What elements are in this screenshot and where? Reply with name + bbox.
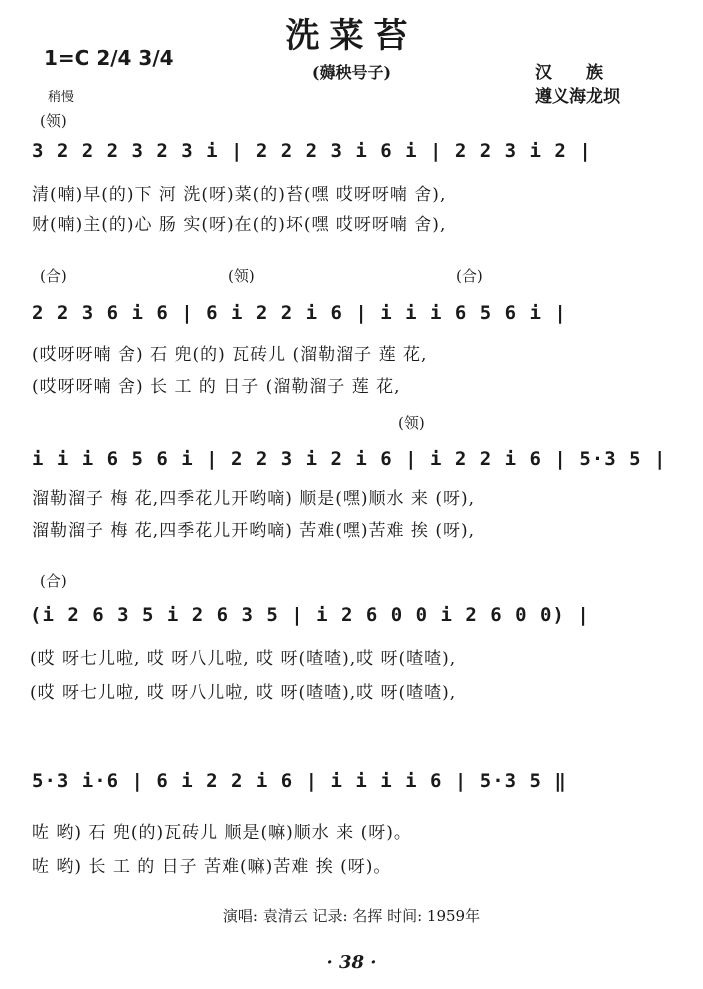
cue-chorus: (合) <box>40 572 67 590</box>
song-title: 洗菜苔 <box>285 16 418 56</box>
lyric-verse-1: 咗 哟) 石 兜(的)瓦砖儿 顺是(嘛)顺水 来 (呀)。 <box>32 823 412 843</box>
lyric-verse-2: (哎呀呀喃 舍) 长 工 的 日子 (溜勒溜子 莲 花, <box>32 377 401 397</box>
lyric-verse-2: 咗 哟) 长 工 的 日子 苦难(嘛)苦难 挨 (呀)。 <box>32 857 392 877</box>
ethnicity-label: 汉 族 <box>535 63 603 83</box>
tempo-marking: 稍慢 <box>48 90 75 105</box>
notation-line: (i 2 6 3 5 i 2 6 3 5 | i 2 6 0 0 i 2 6 0 0) | <box>30 604 590 626</box>
notation-line: 3 2 2 2 3 2 3 i | 2 2 2 3 i 6 i | 2 2 3 i 2 | <box>32 140 592 162</box>
lyric-verse-2: 溜勒溜子 梅 花,四季花儿开哟嘀) 苦难(嘿)苦难 挨 (呀), <box>32 521 475 541</box>
lyric-verse-2: 财(喃)主(的)心 肠 实(呀)在(的)坏(嘿 哎呀呀喃 舍), <box>32 215 447 235</box>
cue-chorus: (合) <box>40 267 67 285</box>
lyric-verse-1: (哎 呀七儿啦, 哎 呀八儿啦, 哎 呀(喳喳),哎 呀(喳喳), <box>30 649 457 669</box>
page-number: · 38 · <box>326 952 377 973</box>
notation-line: 2 2 3 6 i 6 | 6 i 2 2 i 6 | i i i 6 5 6 i | <box>32 302 567 324</box>
song-subtitle: (薅秧号子) <box>311 63 392 82</box>
region-label: 遵义海龙坝 <box>535 87 620 107</box>
cue-lead: (领) <box>228 267 255 285</box>
key-signature: 1=C 2/4 3/4 <box>44 46 174 70</box>
lyric-verse-2: (哎 呀七儿啦, 哎 呀八儿啦, 哎 呀(喳喳),哎 呀(喳喳), <box>30 683 457 703</box>
lyric-verse-1: 溜勒溜子 梅 花,四季花儿开哟嘀) 顺是(嘿)顺水 来 (呀), <box>32 489 475 509</box>
lyric-verse-1: 清(喃)早(的)下 河 洗(呀)菜(的)苔(嘿 哎呀呀喃 舍), <box>32 185 447 205</box>
cue-lead: (领) <box>40 112 67 130</box>
lyric-verse-1: (哎呀呀喃 舍) 石 兜(的) 瓦砖儿 (溜勒溜子 莲 花, <box>32 345 428 365</box>
cue-lead: (领) <box>398 414 425 432</box>
notation-line: 5·3 i·6 | 6 i 2 2 i 6 | i i i i 6 | 5·3 5 ‖ <box>32 770 567 792</box>
notation-line: i i i 6 5 6 i | 2 2 3 i 2 i 6 | i 2 2 i 6 | 5·3 5 | <box>32 448 667 470</box>
cue-chorus: (合) <box>456 267 483 285</box>
performance-credit: 演唱: 袁清云 记录: 名挥 时间: 1959年 <box>222 907 481 925</box>
